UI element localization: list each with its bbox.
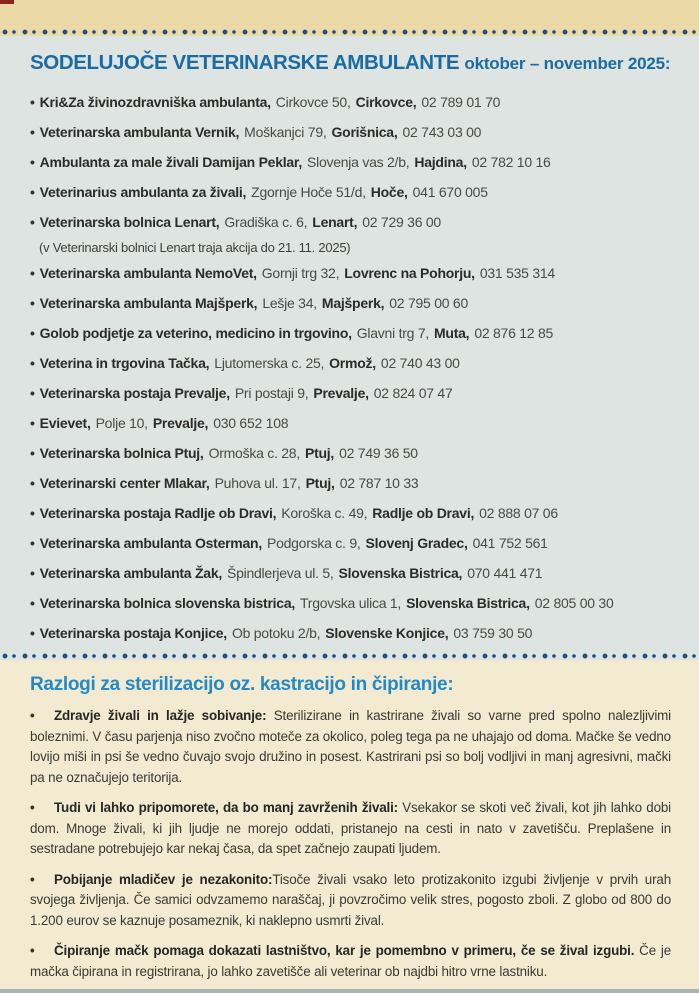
reason-text: Če je mačka čipirana in registrirana, jo lahko zavetišče ali veterinar ob najdbi hitro vrne lastniku. xyxy=(30,943,671,979)
clinic-phone: 070 441 471 xyxy=(467,565,543,581)
clinic-phone: 02 749 36 50 xyxy=(339,445,418,461)
clinic-address: Lešje 34, xyxy=(262,295,317,311)
clinic-phone: 041 670 005 xyxy=(412,184,488,200)
clinic-city: Slovenska Bistrica, xyxy=(338,565,463,581)
clinic-name: Veterina in trgovina Tačka, xyxy=(39,355,210,371)
clinic-item xyxy=(30,177,675,207)
clinics-title xyxy=(30,50,675,77)
clinic-phone: 02 729 36 00 xyxy=(362,214,441,230)
reason-paragraph xyxy=(30,706,671,788)
clinic-city: Hoče, xyxy=(370,184,408,200)
dotted-divider-top xyxy=(0,28,699,36)
clinic-city: Ptuj, xyxy=(304,445,335,461)
clinic-city: Ptuj, xyxy=(305,475,335,491)
reason-text: Tisoče živali vsako leto protizakonito izgubi življenje v prvih urah svojega življenja. Če samici odvzamemo naraščaj, ji povzročimo velik stres, pogosto zboli. Z globo od 800 do 1.200 eurov se kaznuje posameznik, ki naklepno usmrti žival. xyxy=(30,871,671,928)
clinic-address: Podgorska c. 9, xyxy=(266,535,361,551)
bullet-icon: • xyxy=(30,871,35,887)
clinic-item xyxy=(30,498,675,528)
clinic-phone: 02 782 10 16 xyxy=(471,154,551,170)
clinic-name: Veterinarska ambulanta Vernik, xyxy=(39,124,240,140)
clinic-name: Kri&Za živinozdravniška ambulanta, xyxy=(39,94,271,110)
bullet-icon: • xyxy=(30,535,35,551)
reason-text: Vsekakor se skoti več živali, kot jih lahko dobi dom. Mnoge živali, ki jih ljudje ne morejo oddati, pristanejo na cesti in nato v zavetišču. Preplašene in sestradane potrebujejo kar nekaj časa, da spet začnejo zaupati ljudem. xyxy=(30,800,671,856)
bullet-icon: • xyxy=(30,154,35,170)
clinic-item xyxy=(30,528,675,558)
clinic-city: Hajdina, xyxy=(414,154,467,170)
clinic-city: Majšperk, xyxy=(321,295,385,311)
clinic-name: Veterinarska postaja Prevalje, xyxy=(39,385,230,401)
bullet-icon: • xyxy=(30,415,35,431)
bullet-icon: • xyxy=(30,124,35,140)
clinic-address: Puhova ul. 17, xyxy=(214,475,301,491)
clinic-name: Evievet, xyxy=(39,415,91,431)
bullet-icon: • xyxy=(30,295,35,311)
clinic-phone: 02 888 07 06 xyxy=(479,505,558,521)
bullet-icon: • xyxy=(30,565,35,581)
clinic-city: Cirkovce, xyxy=(355,94,417,110)
bullet-icon: • xyxy=(30,625,35,641)
bullet-icon: • xyxy=(30,505,35,521)
clinic-name: Veterinarski center Mlakar, xyxy=(39,475,210,491)
clinic-phone: 030 652 108 xyxy=(213,415,289,431)
clinic-name: Ambulanta za male živali Damijan Peklar, xyxy=(39,154,302,170)
clinic-name: Veterinarska ambulanta Osterman, xyxy=(39,535,262,551)
clinic-item xyxy=(30,87,675,117)
clinic-address: Zgornje Hoče 51/d, xyxy=(251,184,366,200)
clinic-phone: 02 740 43 00 xyxy=(380,355,460,371)
clinic-address: Ljutomerska c. 25, xyxy=(214,355,325,371)
clinic-city: Ormož, xyxy=(329,355,376,371)
clinic-phone: 02 805 00 30 xyxy=(534,595,614,611)
clinic-address: Moškanjci 79, xyxy=(244,124,327,140)
clinic-item xyxy=(30,618,675,648)
clinic-note: (v Veterinarski bolnici Lenart traja akcija do 21. 11. 2025) xyxy=(39,240,351,255)
bullet-icon: • xyxy=(30,214,35,230)
top-margin-strip xyxy=(0,0,699,28)
reason-lead: Pobijanje mladičev je nezakonito: xyxy=(54,871,273,887)
clinic-address: Trgovska ulica 1, xyxy=(300,595,402,611)
clinic-city: Prevalje, xyxy=(313,385,369,401)
clinic-city: Slovenske Konjice, xyxy=(325,625,449,641)
clinic-item xyxy=(30,378,675,408)
bullet-icon: • xyxy=(30,708,35,723)
clinic-name: Veterinarska bolnica Lenart, xyxy=(39,214,220,230)
clinic-item xyxy=(30,588,675,618)
clinics-title-suffix: oktober – november 2025: xyxy=(464,54,671,73)
clinic-name: Veterinarska ambulanta Majšperk, xyxy=(39,295,258,311)
clinic-city: Gorišnica, xyxy=(331,124,398,140)
clinic-address: Špindlerjeva ul. 5, xyxy=(227,565,334,581)
clinic-city: Prevalje, xyxy=(152,415,209,431)
bullet-icon: • xyxy=(30,94,35,110)
clinic-address: Ormoška c. 28, xyxy=(208,445,300,461)
reason-lead: Čipiranje mačk pomaga dokazati lastništvo, kar je pomembno v primeru, če se žival izgubi. xyxy=(54,943,635,958)
clinic-phone: 03 759 30 50 xyxy=(453,625,533,641)
clinic-phone: 031 535 314 xyxy=(479,265,555,281)
clinic-name: Veterinarska ambulanta Žak, xyxy=(39,565,222,581)
clinic-name: Veterinarska bolnica Ptuj, xyxy=(39,445,204,461)
bullet-icon: • xyxy=(30,385,35,401)
clinic-item xyxy=(30,258,675,288)
clinic-item xyxy=(30,468,675,498)
clinic-phone: 02 787 10 33 xyxy=(339,475,419,491)
corner-accent xyxy=(0,0,14,4)
clinic-name: Veterinarius ambulanta za živali, xyxy=(39,184,247,200)
clinic-city: Lenart, xyxy=(312,214,358,230)
reasons-list xyxy=(30,706,671,982)
clinic-item xyxy=(30,438,675,468)
clinic-address: Polje 10, xyxy=(95,415,148,431)
clinic-phone: 02 824 07 47 xyxy=(373,385,453,401)
reason-paragraph xyxy=(30,870,671,932)
clinic-item xyxy=(30,117,675,147)
clinic-item xyxy=(30,348,675,378)
clinics-section xyxy=(0,36,699,652)
clinic-item xyxy=(30,207,675,258)
clinic-name: Veterinarska postaja Konjice, xyxy=(39,625,227,641)
clinic-phone: 02 876 12 85 xyxy=(474,325,554,341)
bottom-edge-strip xyxy=(0,989,699,993)
bullet-icon: • xyxy=(30,475,35,491)
clinic-address: Gornji trg 32, xyxy=(261,265,340,281)
clinic-name: Veterinarska ambulanta NemoVet, xyxy=(39,265,257,281)
bullet-icon: • xyxy=(30,355,35,371)
reason-lead: Tudi vi lahko pripomorete, da bo manj zavrženih živali: xyxy=(54,800,398,815)
clinic-phone: 041 752 561 xyxy=(472,535,548,551)
bullet-icon: • xyxy=(30,943,35,958)
dotted-divider-bottom xyxy=(0,652,699,660)
clinics-title-main: SODELUJOČE VETERINARSKE AMBULANTE xyxy=(30,51,460,74)
clinic-list xyxy=(30,87,675,648)
bullet-icon: • xyxy=(30,595,35,611)
clinic-city: Muta, xyxy=(434,325,470,341)
clinic-address: Glavni trg 7, xyxy=(356,325,429,341)
clinic-address: Slovenja vas 2/b, xyxy=(307,154,410,170)
clinic-city: Radlje ob Dravi, xyxy=(372,505,475,521)
reasons-section xyxy=(0,660,699,989)
clinic-item xyxy=(30,408,675,438)
clinic-item xyxy=(30,558,675,588)
clinic-name: Golob podjetje za veterino, medicino in trgovino, xyxy=(39,325,352,341)
clinic-address: Gradiška c. 6, xyxy=(224,214,308,230)
clinic-city: Slovenj Gradec, xyxy=(365,535,468,551)
reason-text: Sterilizirane in kastrirane živali so varne pred spolno nalezljivimi boleznimi. V času parjenja niso zvočno moteče za okolico, poleg tega pa ne uhajajo od doma. Mačke še vedno lovijo miši in psi še vedno čuvajo svojo družino in posest. Kastrirani psi so bolj vodljivi in manj agresivni, mački pa ne označujejo teritorija. xyxy=(30,708,671,785)
clinic-item xyxy=(30,147,675,177)
clinic-address: Ob potoku 2/b, xyxy=(231,625,321,641)
clinic-item xyxy=(30,288,675,318)
clinic-item xyxy=(30,318,675,348)
bullet-icon: • xyxy=(30,265,35,281)
clinic-city: Lovrenc na Pohorju, xyxy=(344,265,475,281)
bullet-icon: • xyxy=(30,445,35,461)
clinic-phone: 02 789 01 70 xyxy=(421,94,501,110)
clinic-address: Cirkovce 50, xyxy=(275,94,351,110)
clinic-phone: 02 743 03 00 xyxy=(402,124,482,140)
reason-paragraph xyxy=(30,941,671,982)
bullet-icon: • xyxy=(30,800,35,815)
bullet-icon: • xyxy=(30,184,35,200)
bullet-icon: • xyxy=(30,325,35,341)
clinic-city: Slovenska Bistrica, xyxy=(406,595,530,611)
clinic-phone: 02 795 00 60 xyxy=(389,295,468,311)
reasons-heading: Razlogi za sterilizacijo oz. kastracijo in čipiranje: xyxy=(30,674,454,695)
clinic-address: Koroška c. 49, xyxy=(281,505,368,521)
reason-lead: Zdravje živali in lažje sobivanje: xyxy=(54,708,267,723)
clinic-name: Veterinarska postaja Radlje ob Dravi, xyxy=(39,505,277,521)
clinic-name: Veterinarska bolnica slovenska bistrica, xyxy=(39,595,296,611)
reason-paragraph xyxy=(30,798,671,860)
clinic-address: Pri postaji 9, xyxy=(234,385,309,401)
